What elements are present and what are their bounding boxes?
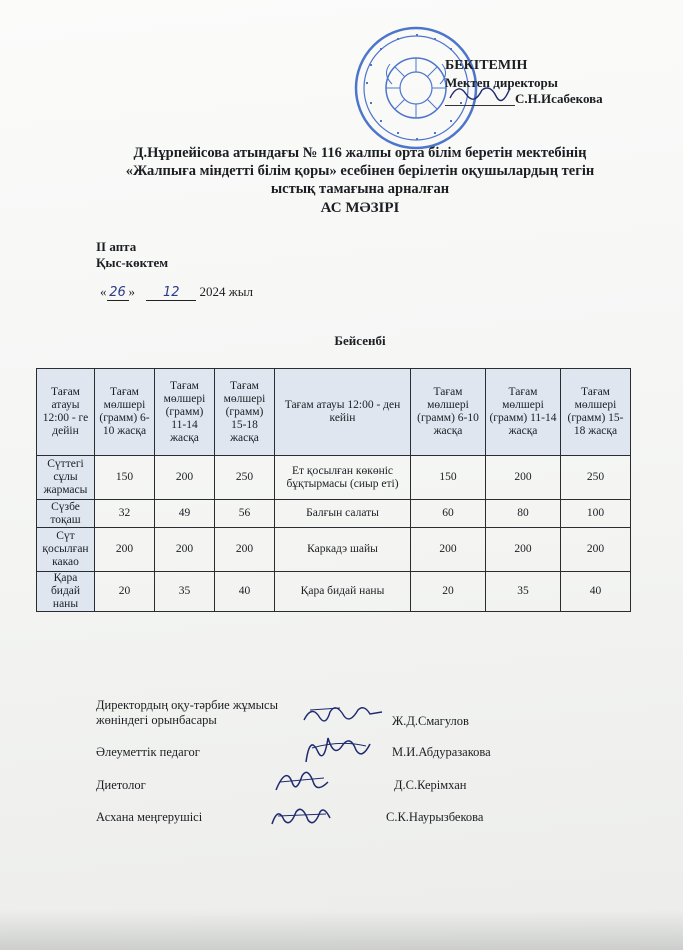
approval-heading: БЕКІТЕМІН xyxy=(445,58,528,73)
table-row xyxy=(37,572,631,612)
date-month: 12 xyxy=(146,285,196,301)
table-cell: 200 xyxy=(95,528,155,572)
signature-4-icon xyxy=(268,800,334,832)
header-cell: Тағам мөлшері (грамм) 6-10 жасқа xyxy=(95,369,155,456)
header-cell: Тағам атауы 12:00 - ге дейін xyxy=(37,369,95,456)
table-cell: Қара бидай наны xyxy=(37,572,95,612)
signature-3-icon xyxy=(272,762,332,798)
signature-role-2: Әлеуметтік педагог xyxy=(96,745,200,759)
table-cell: 200 xyxy=(486,528,561,572)
table-cell: 250 xyxy=(561,456,631,500)
table-cell: 200 xyxy=(411,528,486,572)
header-cell: Тағам мөлшері (грамм) 15-18 жасқа xyxy=(215,369,275,456)
menu-table xyxy=(36,368,631,612)
table-cell: 56 xyxy=(215,500,275,528)
date-day: 26 xyxy=(107,285,129,301)
table-cell: 250 xyxy=(215,456,275,500)
title-line-3: ыстық тамағына арналған xyxy=(270,181,450,197)
table-header-row xyxy=(37,369,631,456)
director-signature-icon xyxy=(448,80,512,106)
table-cell: 150 xyxy=(411,456,486,500)
table-cell: 60 xyxy=(411,500,486,528)
table-cell: Каркадэ шайы xyxy=(275,528,411,572)
table-row xyxy=(37,528,631,572)
signature-name-3: Д.С.Керімхан xyxy=(394,778,467,792)
table-cell: 40 xyxy=(215,572,275,612)
table-cell: 80 xyxy=(486,500,561,528)
table-cell: 20 xyxy=(95,572,155,612)
table-cell: 200 xyxy=(561,528,631,572)
director-name: С.Н.Исабекова xyxy=(515,91,603,106)
table-cell: 150 xyxy=(95,456,155,500)
weekday-label: Бейсенбі xyxy=(334,333,386,348)
table-cell: 32 xyxy=(95,500,155,528)
signature-role-3: Диетолог xyxy=(96,778,146,792)
date-open-quote: « xyxy=(100,284,107,299)
signature-name-1: Ж.Д.Смагулов xyxy=(392,714,469,728)
title-line-4: АС МӘЗІРІ xyxy=(320,200,400,216)
table-cell: 200 xyxy=(486,456,561,500)
header-cell: Тағам мөлшері (грамм) 15-18 жасқа xyxy=(561,369,631,456)
table-cell: Қара бидай наны xyxy=(275,572,411,612)
menu-date xyxy=(100,284,253,301)
signature-name-2: М.И.Абдуразакова xyxy=(392,745,491,759)
signature-1-icon xyxy=(300,700,386,730)
date-suffix: жыл xyxy=(228,284,253,299)
table-cell: 200 xyxy=(155,456,215,500)
table-row xyxy=(37,456,631,500)
header-cell: Тағам мөлшері (грамм) 11-14 жасқа xyxy=(486,369,561,456)
table-cell: 40 xyxy=(561,572,631,612)
title-line-1: Д.Нұрпейісова атындағы № 116 жалпы орта білім беретін мектебінің xyxy=(133,145,587,161)
table-cell: Сүт қосылған какао xyxy=(37,528,95,572)
table-cell: 35 xyxy=(486,572,561,612)
table-cell: 49 xyxy=(155,500,215,528)
signature-role-1: Директордың оқу-тәрбие жұмысы xyxy=(96,698,278,712)
signature-name-4: С.К.Наурызбекова xyxy=(386,810,484,824)
table-cell: Сүзбе тоқаш xyxy=(37,500,95,528)
table-cell: 200 xyxy=(215,528,275,572)
signature-role-4: Асхана меңгерушісі xyxy=(96,810,203,824)
table-row xyxy=(37,500,631,528)
signature-role-1-line2: жөніндегі орынбасары xyxy=(96,713,217,727)
date-close-quote: » xyxy=(128,284,135,299)
table-cell: 20 xyxy=(411,572,486,612)
header-cell: Тағам атауы 12:00 - ден кейін xyxy=(275,369,411,456)
table-cell: Ет қосылған көкөніс бұқтырмасы (сиыр еті) xyxy=(275,456,411,500)
header-cell: Тағам мөлшері (грамм) 11-14 жасқа xyxy=(155,369,215,456)
director-position: Мектеп директоры xyxy=(445,75,558,90)
page-shadow xyxy=(0,910,683,950)
table-cell: Балғын салаты xyxy=(275,500,411,528)
table-cell: 200 xyxy=(155,528,215,572)
header-cell: Тағам мөлшері (грамм) 6-10 жасқа xyxy=(411,369,486,456)
season-label: Қыс-көктем xyxy=(96,255,169,270)
table-cell: Сүттегі сұлы жармасы xyxy=(37,456,95,500)
table-cell: 35 xyxy=(155,572,215,612)
title-line-2: «Жалпыға міндетті білім қоры» есебінен берілетін оқушылардың тегін xyxy=(125,163,595,179)
date-year: 2024 xyxy=(199,284,226,299)
table-cell: 100 xyxy=(561,500,631,528)
week-label: ІІ апта xyxy=(96,239,137,254)
